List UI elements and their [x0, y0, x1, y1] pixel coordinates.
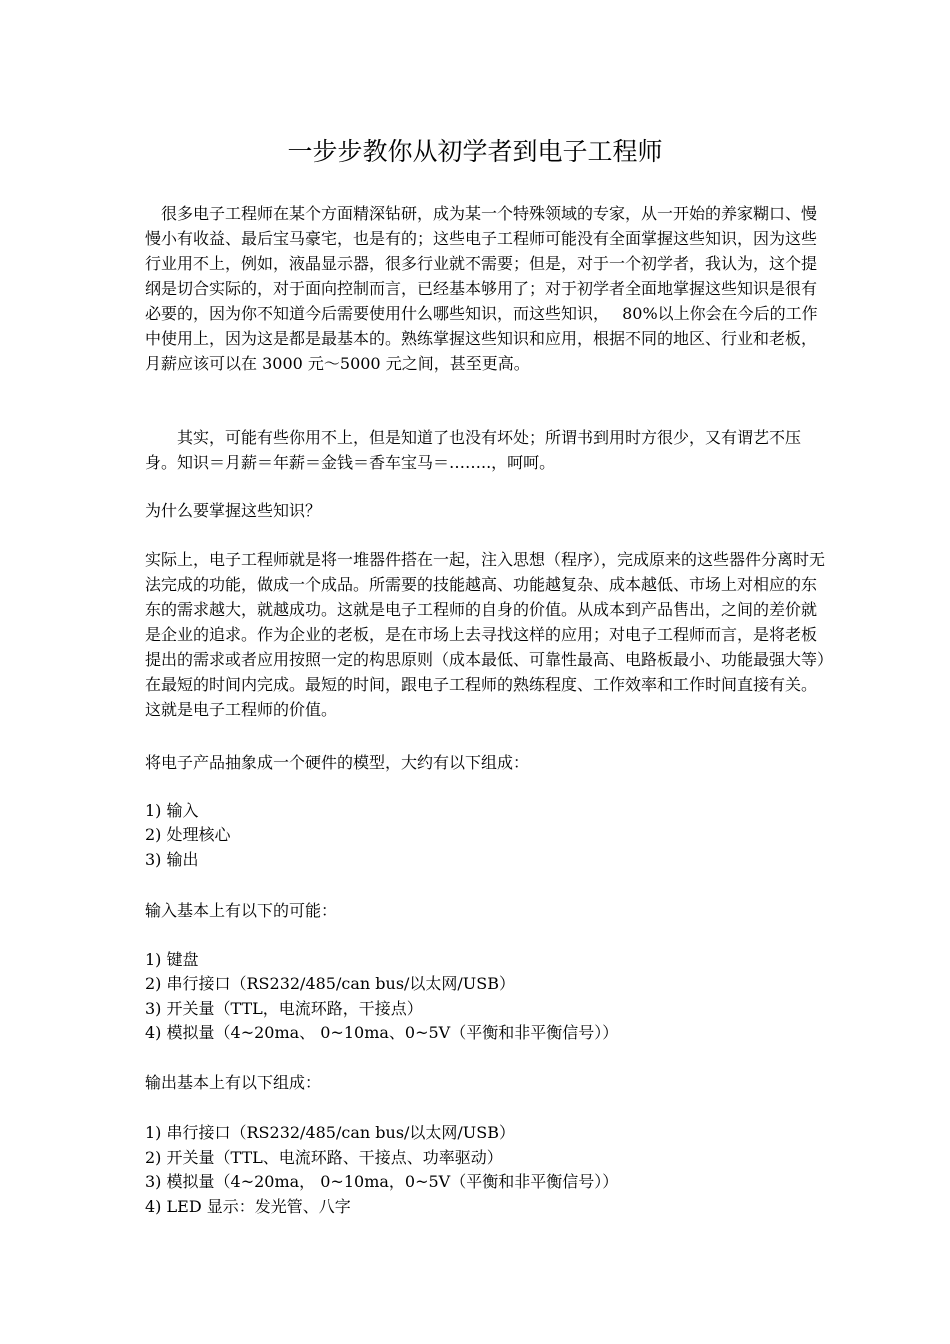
list-item: 1) 输入 [145, 801, 199, 820]
list-item: 2) 开关量（TTL、电流环路、干接点、功率驱动） [145, 1148, 503, 1167]
intro-paragraph: 很多电子工程师在某个方面精深钻研，成为某一个特殊领域的专家，从一开始的养家糊口、慢慢小有收益、最后宝马豪宅，也是有的；这些电子工程师可能没有全面掌握这些知识，因为这些行业用不上，例如，液晶显示器，很多行业就不需要；但是，对于一个初学者，我认为，这个提纲是切合实际的，对于面向控制而言，已经基本够用了；对于初学者全面地掌握这些知识是很有必要的，因为你不知道今后需要使用什么哪些知识，而这些知识， 80%以上你会在今后的工作中使用上，因为这是都是最基本的。熟练掌握这些知识和应用，根据不同的地区、行业和老板，月薪应该可以在 3000 元～5000 元之间，甚至更高。 [145, 204, 818, 373]
list-item: 1) 串行接口（RS232/485/can bus/以太网/USB） [145, 1123, 516, 1142]
paragraph-2: 其实，可能有些你用不上，但是知道了也没有坏处；所谓书到用时方很少，又有谓艺不压身。知识＝月薪＝年薪＝金钱＝香车宝马＝……..，呵呵。 [145, 428, 802, 472]
model-intro: 将电子产品抽象成一个硬件的模型，大约有以下组成： [145, 753, 530, 772]
page-title: 一步步教你从初学者到电子工程师 [287, 137, 663, 166]
output-intro: 输出基本上有以下组成： [145, 1073, 322, 1092]
list-item: 1) 键盘 [145, 950, 199, 969]
list-item: 4) LED 显示：发光管、八字 [145, 1197, 351, 1216]
list-item: 3) 模拟量（4~20ma， 0~10ma，0~5V（平衡和非平衡信号）） [145, 1172, 619, 1191]
input-intro: 输入基本上有以下的可能： [145, 901, 338, 920]
list-item: 3) 开关量（TTL，电流环路，干接点） [145, 999, 423, 1018]
list-item: 2) 串行接口（RS232/485/can bus/以太网/USB） [145, 974, 516, 993]
list-item: 3) 输出 [145, 850, 199, 869]
list-item: 4) 模拟量（4~20ma、 0~10ma、0~5V（平衡和非平衡信号）） [145, 1023, 619, 1042]
question-heading: 为什么要掌握这些知识？ [145, 501, 322, 520]
list-item: 2) 处理核心 [145, 825, 231, 844]
paragraph-3: 实际上，电子工程师就是将一堆器件搭在一起，注入思想（程序），完成原来的这些器件分离时无法完成的功能，做成一个成品。所需要的技能越高、功能越复杂、成本越低、市场上对相应的东东的需求越大，就越成功。这就是电子工程师的自身的价值。从成本到产品售出，之间的差价就是企业的追求。作为企业的老板，是在市场上去寻找这样的应用；对电子工程师而言，是将老板提出的需求或者应用按照一定的构思原则（成本最低、可靠性最高、电路板最小、功能最强大等）在最短的时间内完成。最短的时间，跟电子工程师的熟练程度、工作效率和工作时间直接有关。这就是电子工程师的价值。 [145, 550, 826, 719]
